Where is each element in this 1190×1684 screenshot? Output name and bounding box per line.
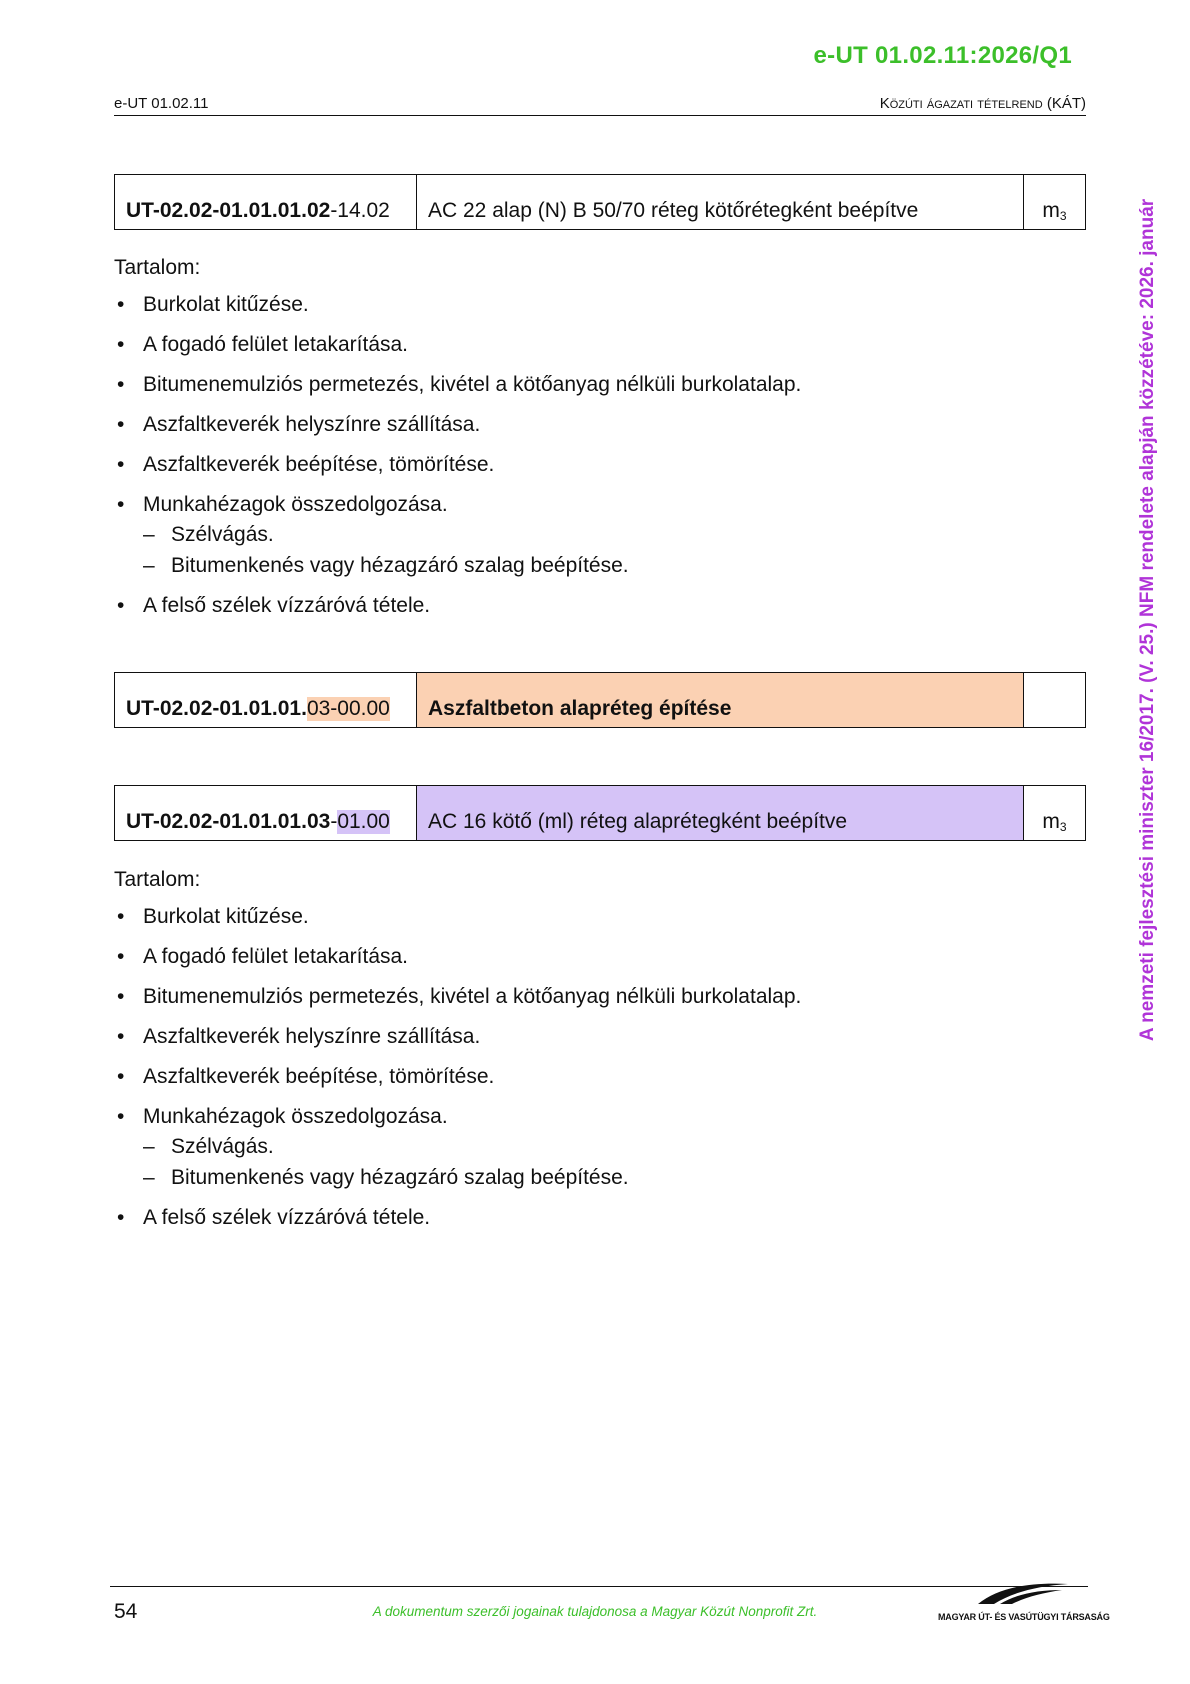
list-item	[114, 1104, 1014, 1191]
list-item: • Bitumenemulziós permetezés, kivétel a kötőanyag nélküli burkolatalap.	[114, 984, 1014, 1010]
item-unit-sup: 3	[1059, 820, 1067, 834]
logo-text: MAGYAR ÚT- ÉS VASÚTÜGYI TÁRSASÁG	[938, 1612, 1110, 1622]
item-description: Aszfaltbeton alapréteg építése	[417, 673, 1024, 727]
running-header	[114, 95, 1086, 116]
content-section-2	[114, 868, 1014, 1245]
side-note-text: A nemzeti fejlesztési miniszter 16/2017. (V. 25.) NFM rendelete alapján közzétéve: 2026. január	[1137, 198, 1158, 1042]
header-right: Közúti ágazati tételrend (KÁT)	[879, 95, 1086, 112]
item-description: AC 22 alap (N) B 50/70 réteg kötőrétegként beépítve	[417, 175, 1024, 229]
item-unit	[1024, 673, 1085, 727]
header-left: e-UT 01.02.11	[114, 95, 209, 112]
item-code	[115, 175, 417, 229]
item-unit-sup: 3	[1059, 209, 1067, 223]
item-code-highlight: 01.00	[337, 810, 390, 833]
item-unit	[1024, 786, 1085, 840]
logo-swoosh-icon	[938, 1578, 1088, 1608]
item-unit	[1024, 175, 1085, 229]
sub-list-item: – Bitumenkenés vagy hézagzáró szalag beépítése.	[143, 1165, 1014, 1191]
list-item: • Aszfaltkeverék beépítése, tömörítése.	[114, 1064, 1014, 1090]
list-item-text: Munkahézagok összedolgozása.	[143, 1105, 448, 1128]
item-row-2	[114, 672, 1086, 728]
list-item: • A felső szélek vízzáróvá tétele.	[114, 1205, 1014, 1231]
sub-list	[143, 1134, 1014, 1191]
copyright-notice: A dokumentum szerzői jogainak tulajdonosa a Magyar Közút Nonprofit Zrt.	[372, 1604, 818, 1619]
item-code-bold: UT-02.02-01.01.01.03	[126, 810, 331, 833]
item-row-1	[114, 174, 1086, 230]
document-stamp: e-UT 01.02.11:2026/Q1	[813, 42, 1072, 69]
content-label: Tartalom:	[114, 868, 201, 891]
item-code	[115, 673, 417, 727]
list-item: • Aszfaltkeverék helyszínre szállítása.	[114, 1024, 1014, 1050]
content-section-1	[114, 256, 1014, 633]
item-code-plain: -	[330, 810, 338, 833]
item-description: AC 16 kötő (ml) réteg alaprétegként beépítve	[417, 786, 1024, 840]
item-code-rest: -14.02	[330, 199, 390, 222]
sub-list-item: – Szélvágás.	[143, 1134, 1014, 1160]
content-label: Tartalom:	[114, 256, 201, 279]
sub-list-item: – Bitumenkenés vagy hézagzáró szalag beépítése.	[143, 553, 1014, 579]
item-code	[115, 786, 417, 840]
list-item: • A fogadó felület letakarítása.	[114, 332, 1014, 358]
list-item: • Aszfaltkeverék beépítése, tömörítése.	[114, 452, 1014, 478]
item-unit-base: m	[1042, 199, 1060, 222]
sub-list-item: – Szélvágás.	[143, 522, 1014, 548]
list-item: • A felső szélek vízzáróvá tétele.	[114, 593, 1014, 619]
page-number: 54	[114, 1600, 138, 1623]
road-swoosh-logo-icon	[938, 1578, 1110, 1626]
list-item: • A fogadó felület letakarítása.	[114, 944, 1014, 970]
item-code-highlight: 03-00.00	[306, 697, 390, 720]
item-code-bold: UT-02.02-01.01.01.02	[126, 199, 331, 222]
list-item: • Burkolat kitűzése.	[114, 904, 1014, 930]
list-item: • Burkolat kitűzése.	[114, 292, 1014, 318]
item-code-bold: UT-02.02-01.01.01.	[126, 697, 307, 720]
list-item: • Bitumenemulziós permetezés, kivétel a kötőanyag nélküli burkolatalap.	[114, 372, 1014, 398]
content-list	[114, 904, 1014, 1231]
item-unit-base: m	[1042, 810, 1060, 833]
content-list	[114, 292, 1014, 619]
list-item: • Aszfaltkeverék helyszínre szállítása.	[114, 412, 1014, 438]
list-item	[114, 492, 1014, 579]
sub-list	[143, 522, 1014, 579]
list-item-text: Munkahézagok összedolgozása.	[143, 493, 448, 516]
item-row-3	[114, 785, 1086, 841]
